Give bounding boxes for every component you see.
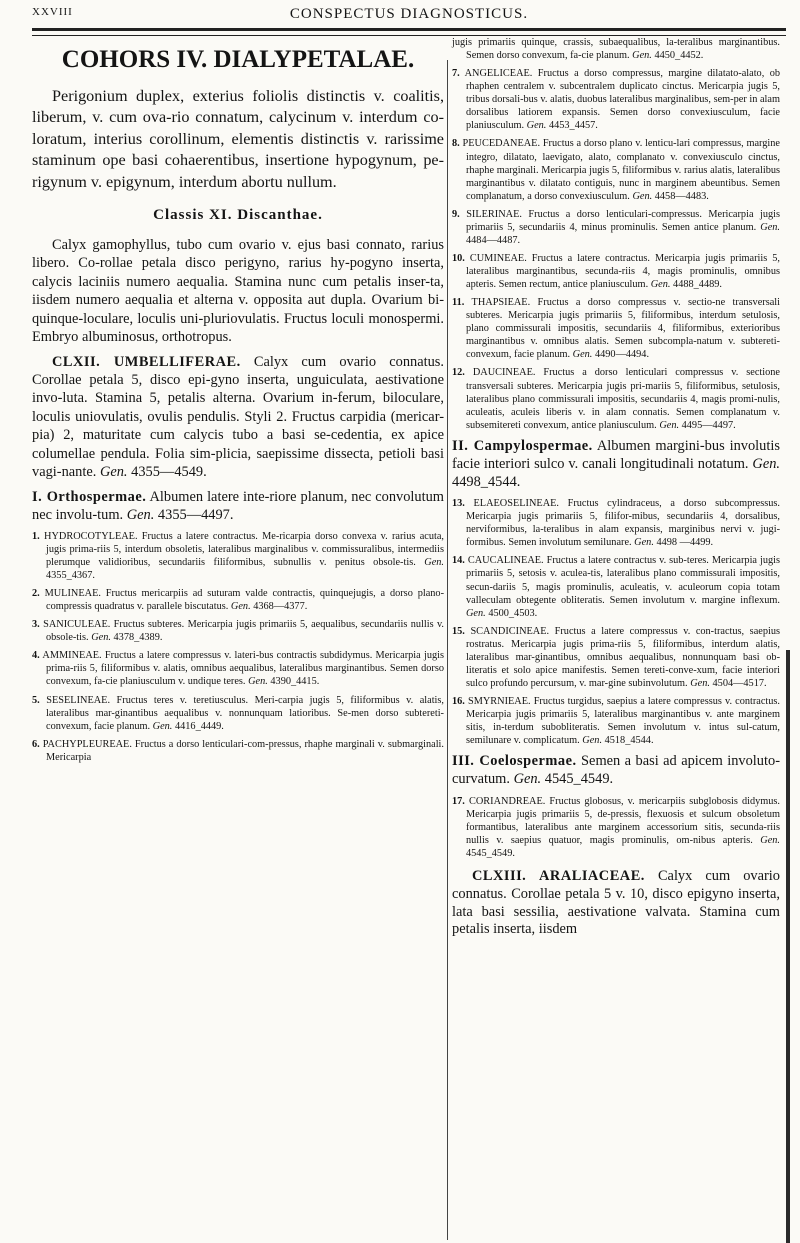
page-header <box>32 6 786 22</box>
tribe-entry <box>32 530 444 582</box>
tribe-number: 12. <box>452 367 465 379</box>
tribe-list-coelospermae <box>452 795 780 860</box>
tribe-gen-range: 4458—4483. <box>654 190 709 202</box>
left-column <box>32 36 444 769</box>
classis-description: Calyx gamophyllus, tubo cum ovario v. ejus basi connato, rarius libero. Co-rollae petala disco perigyno, rarius hy-pogyno inserta, calycis laciniis numero aequalia. Stamina nunc cum petalis inser-ta, iisdem numero aequalia et alterna v. opposita aut dupla. Ovarium bi-quinque-loculare, loculis uni-pluriovulatis. Fructus loculi monospermi. Embryo albuminosus, orthotropus. <box>32 236 444 346</box>
tribe-entry <box>452 36 780 62</box>
tribe-gen-label: Gen. <box>632 50 652 62</box>
tribe-gen-label: Gen. <box>634 537 654 549</box>
tribe-number: 3. <box>32 619 40 631</box>
tribe-gen-label: Gen. <box>230 601 251 613</box>
tribe-number: 4. <box>32 650 40 662</box>
tribe-gen-label: Gen. <box>526 120 547 132</box>
tribe-gen-range: 4500_4503. <box>488 607 538 619</box>
order-description: Calyx cum ovario connatus. Corollae petala 5, disco epi-gyno inserta, unguiculata, aestivatione invo-luta. Stamina 5, petalis alterna. Ovarium in-ferum, biloculare, loculis uniovulatis, ovulis pendulis. Styli 2. Fructus carpidia (mericar-pia) 2, maturitate cum calycis tubo a basi se-cedentia, ex apice columellae pendula. Folia sim-plicia, saepissime dissecta, petioli basi vagi-nante. <box>32 353 444 481</box>
tribe-gen-label: Gen. <box>760 221 780 233</box>
order-description: Calyx cum ovario connatus. Corollae petala 5 v. 10, disco epigyno inserta, lata basi sessilia, aestivatione valvata. Stamina cum petalis inserta, iisdem <box>452 867 780 938</box>
tribe-gen-label: Gen. <box>690 677 710 689</box>
tribe-gen-range: 4390_4415. <box>270 676 320 688</box>
tribe-number: 5. <box>32 694 40 706</box>
tribe-entry <box>452 695 780 747</box>
suborder-gen-label: Gen. <box>126 506 155 523</box>
order-heading: CLXII. UMBELLIFERAE. <box>52 353 241 370</box>
tribe-gen-range: 4504—4517. <box>712 677 767 689</box>
suborder-heading: I. Orthospermae. <box>32 488 147 505</box>
tribe-text: SESELINEAE. Fructus teres v. teretiusculus. Meri-carpia jugis 5, filiformibus v. alatis, lateralibus mar-ginantibus aequalibus v. nonnunquam latioribus. Se-men dorso subtereti-convexum, facie planum. <box>46 694 444 732</box>
tribe-entry <box>32 649 444 688</box>
tribe-gen-range: 4378_4389. <box>113 632 163 644</box>
tribe-entry <box>452 137 780 202</box>
order-gen-label: Gen. <box>99 464 128 481</box>
tribe-gen-label: Gen. <box>659 419 680 431</box>
tribe-text: MULINEAE. Fructus mericarpiis ad suturam valde contractis, quinquejugis, a dorso plano-compressis quadratus v. parallele biscutatus. <box>44 588 444 613</box>
tribe-gen-label: Gen. <box>424 556 445 568</box>
tribe-number: 2. <box>32 588 40 600</box>
tribe-gen-range: 4416_4449. <box>174 720 224 732</box>
tribe-text: ANGELICEAE. Fructus a dorso compressus, margine dilatato-alato, ob rhaphen centralem v. subcentralem duplicato cinctus. Mericarpia jugis 5, tribus dorsali-bus v. alatis, duobus lateralibus marginalibus, sem-per in alam dorsalibus latiorem expansis. Semen dorso convexiusculum, facie planiusculum. <box>464 68 780 132</box>
tribe-text: PEUCEDANEAE. Fructus a dorso plano v. lenticu-lari compressus, margine integro, dilatato, laevigato, alato, complanato v. convexiusculo cinctus, rhaphe marginali. Mericarpia jugis 5, filiformibus v. rarius alatis, lateralibus marginantibus v. dilatato contiguis, nunc in marginem abeuntibus. Semen complanatum, a dorso convexiusculum. <box>462 138 780 202</box>
tribe-text: SMYRNIEAE. Fructus turgidus, saepius a latere compressus v. contractus. Mericarpia jugis primariis 5, lateralibus marginantibus v. ante marginem sitis, in-terdum subobliteratis. Semen involutum v. intus sul-catum, semilunare v. complicatum. <box>466 696 781 747</box>
tribe-text: SANICULEAE. Fructus subteres. Mericarpia jugis primariis 5, aequalibus, secundariis nullis v. obsole-tis. <box>43 619 444 644</box>
tribe-entry <box>32 618 444 644</box>
tribe-gen-label: Gen. <box>466 607 486 619</box>
tribe-entry <box>452 554 780 619</box>
tribe-text: HYDROCOTYLEAE. Fructus a latere contractus. Me-ricarpia dorso convexa v. rarius acuta, jugis prima-riis 5, interdum obsoletis, lateralibus marginalibus v. commissuralibus, intermediis plerumque validioribus, secundariis filiformibus, subnullis v. penitus obsole-tis. <box>44 530 445 568</box>
page-edge-shadow <box>786 650 790 1243</box>
suborder-description: Semen a basi ad apicem involuto-curvatum. <box>452 753 780 788</box>
tribe-number: 14. <box>452 555 465 567</box>
order-heading: CLXIII. ARALIACEAE. <box>472 867 645 884</box>
tribe-gen-range: 4484—4487. <box>466 234 521 246</box>
tribe-number: 11. <box>452 297 465 309</box>
page-number: XXVIII <box>32 6 73 18</box>
tribe-text: ELAEOSELINEAE. Fructus cylindraceus, a dorso subcompressus. Mericarpia jugis primariis 5, filifor-mibus, secundariis 4, dorsalibus, nerviformibus, la-teralibus in alam expansis, marginibus nervi v. jugi-formibus. Semen involutum semilunare. <box>466 498 780 549</box>
tribe-entry <box>452 795 780 860</box>
tribe-gen-label: Gen. <box>632 190 653 202</box>
suborder-coelospermae <box>452 752 780 788</box>
tribe-gen-label: Gen. <box>572 349 593 361</box>
tribe-gen-range: 4450_4452. <box>654 50 704 62</box>
right-column <box>452 36 780 939</box>
tribe-number: 13. <box>452 498 465 510</box>
suborder-gen-range: 4355—4497. <box>157 506 234 523</box>
tribe-gen-range: 4518_4544. <box>604 735 654 747</box>
tribe-number: 8. <box>452 138 460 150</box>
tribe-text: PACHYPLEUREAE. Fructus a dorso lenticulari-com-pressus, rhaphe marginali v. submarginali. Mericarpia <box>42 738 444 763</box>
suborder-description: Albumen latere inte-riore planum, nec convolutum nec involu-tum. <box>32 488 444 523</box>
tribe-entry <box>452 208 780 247</box>
column-divider <box>447 60 448 1240</box>
tribe-gen-label: Gen. <box>582 735 603 747</box>
order-umbelliferae <box>32 353 444 482</box>
tribe-list <box>32 530 444 764</box>
suborder-heading: III. Coelospermae. <box>452 753 577 770</box>
tribe-text: SILERINAE. Fructus a dorso lenticulari-compressus. Mericarpia jugis primariis 5, secundariis 4, minus prominulis. Semen antice planum. <box>466 208 780 233</box>
header-rule <box>32 28 786 36</box>
cohors-description: Perigonium duplex, exterius foliolis distinctis v. coalitis, liberum, v. cum ova-rio connatum, calycinum v. interdum co-loratum, interius corollinum, elementis distinctis v. rarissime staminum ope basi cohaerentibus, insertione hypogynum, pe-rigynum v. epigynum, interdum abortu nullum. <box>32 87 444 191</box>
tribe-entry <box>452 252 780 291</box>
tribe-number: 6. <box>32 738 40 750</box>
tribe-number: 1. <box>32 530 40 542</box>
tribe-text: CUMINEAE. Fructus a latere contractus. Mericarpia jugis primariis 5, lateralibus marginantibus, secunda-riis 4, magis prominulis, omnibus apteris. Semen rectum, antice planiusculum. <box>466 252 781 291</box>
tribe-number: 17. <box>452 795 465 807</box>
tribe-gen-range: 4453_4457. <box>548 120 598 132</box>
tribe-gen-label: Gen. <box>760 834 780 846</box>
tribe-entry <box>32 738 444 764</box>
tribe-entry <box>452 497 780 549</box>
tribe-entry <box>452 67 780 132</box>
tribe-entry <box>452 625 780 690</box>
tribe-gen-range: 4498 —4499. <box>656 537 714 549</box>
tribe-number: 16. <box>452 696 465 708</box>
suborder-orthospermae <box>32 488 444 524</box>
tribe-gen-label: Gen. <box>91 632 111 644</box>
tribe-text: DAUCINEAE. Fructus a dorso lenticulari compressus v. sectione transversali subteres. Mericarpia jugis pri-mariis 5, filiformibus, setulosis, lateralibus plano commissurali impositis, secundariis 4, magis promi-nulis, aculeatis, aculeis liberis v. in alam connatis. Semen complanatum v. subsemitereti convexum, antice planiusculum. <box>466 367 780 431</box>
tribe-entry <box>452 366 780 431</box>
suborder-campylospermae <box>452 437 780 491</box>
suborder-gen-label: Gen. <box>752 455 780 472</box>
tribe-gen-range: 4368—4377. <box>253 601 308 613</box>
running-title: CONSPECTUS DIAGNOSTICUS. <box>289 6 529 22</box>
tribe-text: AMMINEAE. Fructus a latere compressus v. lateri-bus contractis subdidymus. Mericarpia jugis prima-riis 5, filiformibus v. alatis, omnibus aequalibus, lateralibus marginantibus. Semen dorso convexum, fa-cie planiusculum v. undique teres. <box>42 650 444 688</box>
tribe-entry <box>32 587 444 613</box>
tribe-gen-label: Gen. <box>152 720 173 732</box>
tribe-text: CAUCALINEAE. Fructus a latere contractus v. sub-teres. Mericarpia jugis primariis 5, setosis v. aculea-tis, lateralibus plano commissurali impositis, secun-dariis 5, magis prominulis, aculeatis, v. aculeorum copia totam valleculam obtegente obliteratis. Semen involutum v. margine inflexum. <box>466 555 780 606</box>
tribe-text: jugis primariis quinque, crassis, subaequalibus, la-teralibus marginantibus. Semen dorso convexum, fa-cie planum. <box>452 37 780 62</box>
tribe-number: 15. <box>452 625 465 637</box>
tribe-gen-range: 4488_4489. <box>673 279 722 291</box>
tribe-entry <box>32 694 444 733</box>
suborder-heading: II. Campylospermae. <box>452 437 593 454</box>
classis-title: Classis XI. Discanthae. <box>153 206 323 223</box>
suborder-description: Albumen margini-bus involutis facie interiori sulco v. canali longitudinali notatum. <box>452 437 780 472</box>
tribe-text: CORIANDREAE. Fructus globosus, v. mericarpiis subglobosis didymus. Mericarpia jugis primariis 5, de-pressis, flexuosis et sulcum obsoletum formantibus, lateralibus ante marginem accessorium sitis, secunda-riis nullis v. saepius quatuor, magis prominulis, om-nibus apteris. <box>466 795 780 846</box>
tribe-gen-label: Gen. <box>248 676 268 688</box>
tribe-gen-range: 4545_4549. <box>466 847 515 859</box>
tribe-number: 7. <box>452 68 460 80</box>
tribe-text: THAPSIEAE. Fructus a dorso compressus v. sectio-ne transversali subteres. Mericarpia jugis primariis 5, filiformibus, interdum setulosis, plano commissurali impositis, secundariis 4, filiformibus, exterioribus marginantibus v. omnibus alatis. Semen subcompla-natum v. subtereti-convexum, facie planum. <box>466 297 780 361</box>
suborder-gen-range: 4498_4544. <box>452 474 521 491</box>
tribe-list-continued <box>452 36 780 432</box>
cohors-title: COHORS IV. DIALYPETALAE. <box>61 46 415 73</box>
tribe-entry <box>452 296 780 361</box>
order-araliaceae <box>452 868 780 939</box>
tribe-gen-range: 4490—4494. <box>594 349 650 361</box>
tribe-number: 9. <box>452 208 460 220</box>
tribe-text: SCANDICINEAE. Fructus a latere compressus v. con-tractus, saepius rostratus. Mericarpia jugis prima-riis 5, filiformibus, interdum alatis, lateralibus mar-ginantibus, omnibus aequalibus, nonnunquam basi ob-literatis et solo apice manifestis. Semen tereti-conve-xum, facie interiori sulco profundo percursum, v. mar-gine subinvolutum. <box>466 625 780 689</box>
tribe-gen-range: 4355_4367. <box>46 570 95 582</box>
tribe-gen-range: 4495—4497. <box>681 419 736 431</box>
suborder-gen-label: Gen. <box>513 771 542 788</box>
tribe-gen-label: Gen. <box>650 279 671 291</box>
tribe-list-campylospermae <box>452 497 780 747</box>
suborder-gen-range: 4545_4549. <box>544 771 614 788</box>
tribe-number: 10. <box>452 252 465 264</box>
order-gen-range: 4355—4549. <box>131 464 207 481</box>
